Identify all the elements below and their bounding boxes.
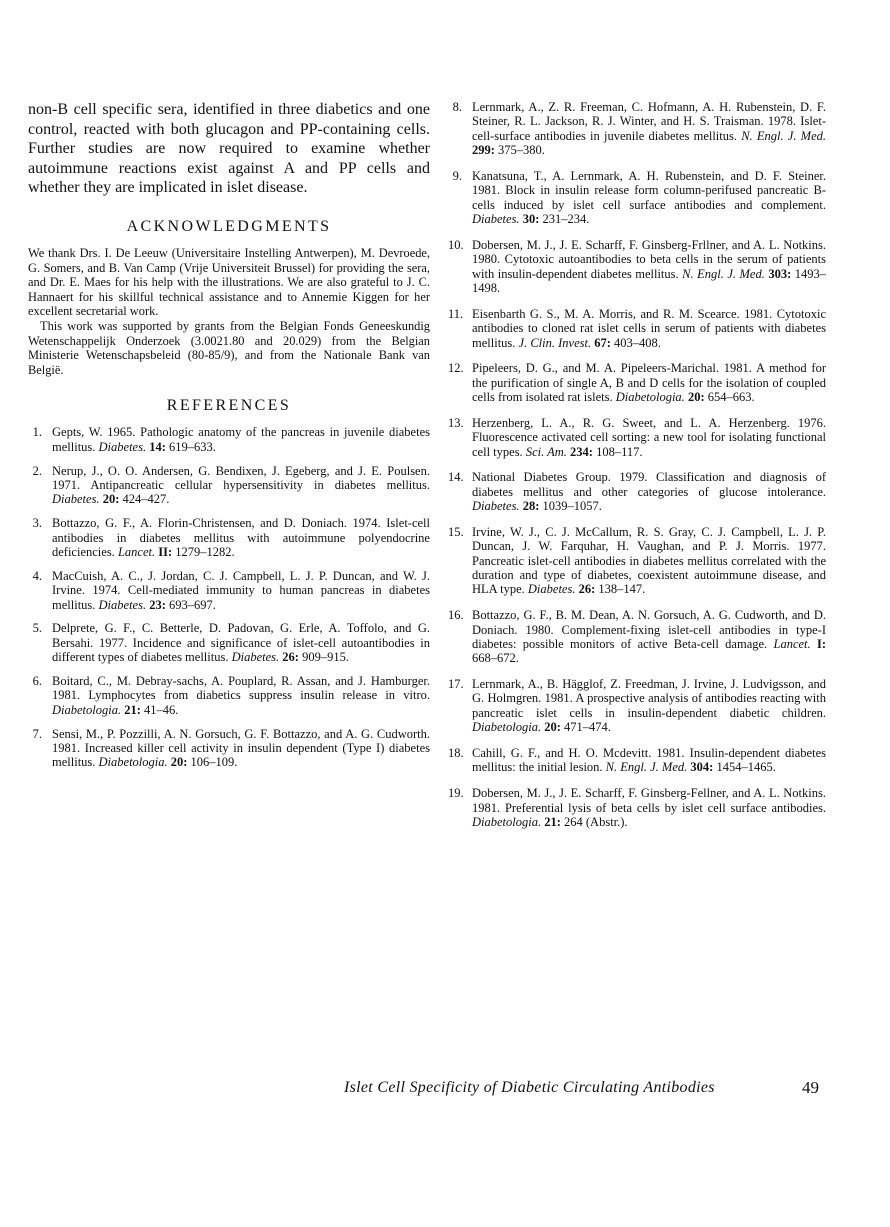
reference-item <box>448 238 826 296</box>
reference-pages: 654–663. <box>707 390 755 405</box>
reference-pages: 668–672. <box>472 651 519 666</box>
reference-text: Sensi, M., P. Pozzilli, A. N. Gorsuch, G. F. Bottazzo, and A. G. Cudworth. 1981. Increased killer cell activity in insulin dependent (Type I) diabetes mellitus. <box>52 726 430 770</box>
reference-text: National Diabetes Group. 1979. Classification and diagnosis of diabetes mellitus and other categories of glucose intolerance. <box>472 470 826 499</box>
reference-text: Dobersen, M. J., J. E. Scharff, F. Ginsberg-Fellner, and A. L. Notkins. 1981. Preferential lysis of beta cells by islet cell surface antibodies. <box>472 786 826 815</box>
reference-volume: II: <box>158 544 173 559</box>
reference-volume: 14: <box>149 439 166 454</box>
reference-volume: 23: <box>149 597 166 612</box>
reference-number: 19. <box>448 786 464 801</box>
reference-item <box>448 786 826 829</box>
reference-item <box>28 464 430 507</box>
reference-volume: 30: <box>522 212 540 227</box>
reference-item <box>28 727 430 770</box>
reference-pages: 231–234. <box>542 212 590 227</box>
reference-journal: Sci. Am. <box>525 444 567 459</box>
reference-volume: I: <box>816 636 827 651</box>
reference-pages: 909–915. <box>302 650 349 665</box>
reference-pages: 403–408. <box>614 335 661 350</box>
reference-pages: 424–427. <box>122 492 170 507</box>
reference-item <box>28 569 430 612</box>
reference-number: 12. <box>448 361 464 376</box>
reference-item <box>28 674 430 717</box>
reference-text: Dobersen, M. J., J. E. Scharff, F. Ginsberg-Frllner, and A. L. Notkins. 1980. Cytotoxic autoantibodies to beta cells in the serum of patients with insulin-dependent diabetes mellitus. <box>472 237 826 281</box>
reference-item <box>28 425 430 454</box>
reference-volume: 21: <box>124 702 141 717</box>
reference-text: Bottazzo, G. F., A. Florin-Christensen, and D. Doniach. 1974. Islet-cell antibodies in diabetes mellitus with autoimmune polyendocrine deficiencies. <box>52 516 430 559</box>
right-column <box>448 100 826 841</box>
reference-list-left <box>28 425 430 769</box>
reference-journal: Diabetes. <box>98 597 147 612</box>
reference-number: 16. <box>448 608 464 623</box>
reference-item <box>448 525 826 597</box>
running-title: Islet Cell Specificity of Diabetic Circulating Antibodies <box>344 1079 715 1096</box>
reference-pages: 41–46. <box>144 702 179 717</box>
acknowledgments-heading: ACKNOWLEDGMENTS <box>126 217 332 235</box>
reference-journal: Diabetologia. <box>472 720 542 735</box>
left-column <box>28 100 430 779</box>
reference-journal: Diabetologia. <box>98 755 168 770</box>
funding-paragraph: This work was supported by grants from the Belgian Fonds Geneeskundig Wetenschappelijk Onderzoek (3.0021.80 and 20.029) from the Belgian Ministerie Wetenschapsbeleid (80-85/9), and from the Nationale Bank van België. <box>28 318 430 377</box>
reference-text: Eisenbarth G. S., M. A. Morris, and R. M. Scearce. 1981. Cytotoxic antibodies to cloned rat islet cells in serum of patients with diabetes mellitus. <box>472 306 826 350</box>
reference-journal: Diabetologia. <box>472 814 542 829</box>
reference-item <box>448 677 826 735</box>
reference-number: 9. <box>452 168 462 183</box>
reference-volume: 234: <box>570 444 593 459</box>
reference-pages: 375–380. <box>498 143 545 158</box>
reference-item <box>28 621 430 664</box>
reference-volume: 304: <box>690 760 714 775</box>
acknowledgments-paragraph: We thank Drs. I. De Leeuw (Universitaire Instelling Antwerpen), M. Devroede, G. Somers, and B. Van Camp (Vrije Universiteit Brussel) for providing the sera, and Dr. E. Maes for his help with the illustrations. We are also grateful to J. C. Hannaert for his skillful technical assistance and to Annemie Kiggen for her excellent secretarial work. <box>28 245 430 319</box>
reference-text: Lernmark, A., B. Hägglof, Z. Freedman, J. Irvine, J. Ludvigsson, and G. Holmgren. 1981. A prospective analysis of antibodies reacting with pancreatic islet cells in insulin-dependent diabetic children. <box>472 677 826 720</box>
body-paragraph: non-B cell specific sera, identified in three diabetics and one control, reacted with both glucagon and PP-containing cells. Further studies are now required to examine whether autoimmune reactions exist against A and PP cells and whether they are implicated in islet disease. <box>28 101 430 197</box>
reference-number: 7. <box>32 726 42 741</box>
reference-number: 17. <box>448 677 464 692</box>
reference-text: Bottazzo, G. F., B. M. Dean, A. N. Gorsuch, A. G. Cudworth, and D. Doniach. 1980. Complement-fixing islet-cell antibodies in type-I diabetes: possible monitors of active Beta-cell damage. <box>472 608 826 651</box>
reference-text: Pipeleers, D. G., and M. A. Pipeleers-Marichal. 1981. A method for the purification of single A, B and D cells for the isolation of coupled cells from isolated rat islets. <box>472 361 826 405</box>
acknowledgments-section <box>28 218 430 377</box>
reference-pages: 693–697. <box>169 597 216 612</box>
reference-number: 3. <box>32 516 42 531</box>
reference-volume: 28: <box>522 499 540 514</box>
reference-text: Herzenberg, L. A., R. G. Sweet, and L. A. Herzenberg. 1976. Fluorescence activated cell sorting: a new tool for isolating functional cell types. <box>472 415 826 459</box>
reference-text: Irvine, W. J., C. J. McCallum, R. S. Gray, C. J. Campbell, L. J. P. Duncan, J. W. Farquhar, H. Vaughan, and P. J. Morris. 1977. Pancreatic islet-cell antibodies in diabetes mellitus correlated with the duration and type of diabetes, coexistent autoimmune disease, and HLA type. <box>472 524 826 597</box>
reference-pages: 471–474. <box>564 720 611 735</box>
reference-item <box>448 608 826 666</box>
reference-journal: Diabetes. <box>231 650 280 665</box>
reference-text: Gepts, W. 1965. Pathologic anatomy of the pancreas in juvenile diabetes mellitus. <box>52 425 430 454</box>
reference-volume: 26: <box>578 582 596 597</box>
reference-volume: 20: <box>170 755 188 770</box>
reference-journal: Diabetes. <box>472 212 520 227</box>
reference-pages: 106–109. <box>190 755 238 770</box>
reference-text: Boitard, C., M. Debray-sachs, A. Pouplard, R. Assan, and J. Hamburger. 1981. Lymphocytes from diabetics suppress insulin release in vitro. <box>52 673 430 703</box>
reference-item <box>28 516 430 559</box>
reference-number: 6. <box>32 673 42 688</box>
reference-item <box>448 169 826 227</box>
reference-pages: 1279–1282. <box>175 544 235 559</box>
reference-pages: 619–633. <box>169 439 216 454</box>
reference-pages: 108–117. <box>596 444 643 459</box>
reference-number: 14. <box>448 470 464 485</box>
reference-pages: 138–147. <box>598 582 646 597</box>
reference-volume: 299: <box>472 143 495 158</box>
reference-pages: 1454–1465. <box>716 760 776 775</box>
reference-volume: 21: <box>544 814 561 829</box>
reference-journal: Diabetes. <box>472 499 520 514</box>
reference-item <box>448 361 826 404</box>
reference-text: Delprete, G. F., C. Betterle, D. Padovan, G. Erle, A. Toffolo, and G. Bersahi. 1977. Incidence and significance of islet-cell autoantibodies in different types of diabetes mellitus. <box>52 621 430 665</box>
reference-pages: 264 (Abstr.). <box>564 814 628 829</box>
reference-item <box>448 307 826 350</box>
reference-journal: J. Clin. Invest. <box>518 335 592 350</box>
reference-pages: 1493–1498. <box>472 266 827 296</box>
reference-list-right <box>448 100 826 829</box>
reference-pages: 1039–1057. <box>542 499 602 514</box>
reference-journal: Diabetes. <box>98 439 147 454</box>
reference-number: 8. <box>452 100 462 114</box>
reference-journal: Diabetologia. <box>615 390 685 405</box>
reference-volume: 20: <box>102 492 120 507</box>
reference-number: 13. <box>448 415 464 430</box>
reference-volume: 20: <box>687 390 705 405</box>
reference-item <box>448 470 826 513</box>
reference-number: 1. <box>32 425 42 440</box>
reference-number: 10. <box>448 237 464 252</box>
reference-text: Kanatsuna, T., A. Lernmark, A. H. Rubenstein, and D. F. Steiner. 1981. Block in insulin release form column-perifused pancreatic B-cells induced by islet cell surface antibodies and complement. <box>472 168 826 212</box>
reference-volume: 303: <box>768 266 792 281</box>
reference-item <box>448 416 826 459</box>
references-heading: REFERENCES <box>166 397 292 415</box>
reference-journal: Diabetes. <box>52 492 100 507</box>
reference-journal: Lancet. <box>773 636 811 651</box>
reference-journal: Diabetologia. <box>52 702 122 717</box>
reference-journal: N. Engl. J. Med. <box>741 128 826 143</box>
reference-number: 18. <box>448 746 464 760</box>
reference-volume: 20: <box>544 720 561 735</box>
reference-journal: Lancet. <box>117 544 156 559</box>
reference-volume: 67: <box>594 335 611 350</box>
reference-text: Nerup, J., O. O. Andersen, G. Bendixen, J. Egeberg, and J. E. Poulsen. 1971. Antipancreatic cellular hypersensitivity in diabetes mellitus. <box>52 463 430 492</box>
reference-text: Cahill, G. F., and H. O. Mcdevitt. 1981. Insulin-dependent diabetes mellitus: the initial lesion. <box>472 746 826 775</box>
page-number: 49 <box>802 1078 819 1097</box>
reference-journal: N. Engl. J. Med. <box>605 760 688 775</box>
reference-item <box>448 100 826 158</box>
reference-number: 15. <box>448 524 464 539</box>
reference-volume: 26: <box>282 650 299 665</box>
reference-text: Lernmark, A., Z. R. Freeman, C. Hofmann, A. H. Rubenstein, D. F. Steiner, R. L. Jackson, R. J. Winter, and H. S. Traisman. 1978. Islet-cell-surface antibodies in juvenile diabetes mellitus. <box>472 100 826 143</box>
reference-journal: Diabetes. <box>527 582 576 597</box>
reference-number: 4. <box>32 568 42 583</box>
reference-item <box>448 746 826 775</box>
reference-number: 2. <box>32 463 42 478</box>
reference-number: 5. <box>32 621 42 636</box>
reference-journal: N. Engl. J. Med. <box>682 266 765 281</box>
reference-number: 11. <box>448 306 464 321</box>
reference-text: MacCuish, A. C., J. Jordan, C. J. Campbell, L. J. P. Duncan, and W. J. Irvine. 1974. Cell-mediated immunity to human pancreas in diabetes mellitus. <box>52 568 430 612</box>
